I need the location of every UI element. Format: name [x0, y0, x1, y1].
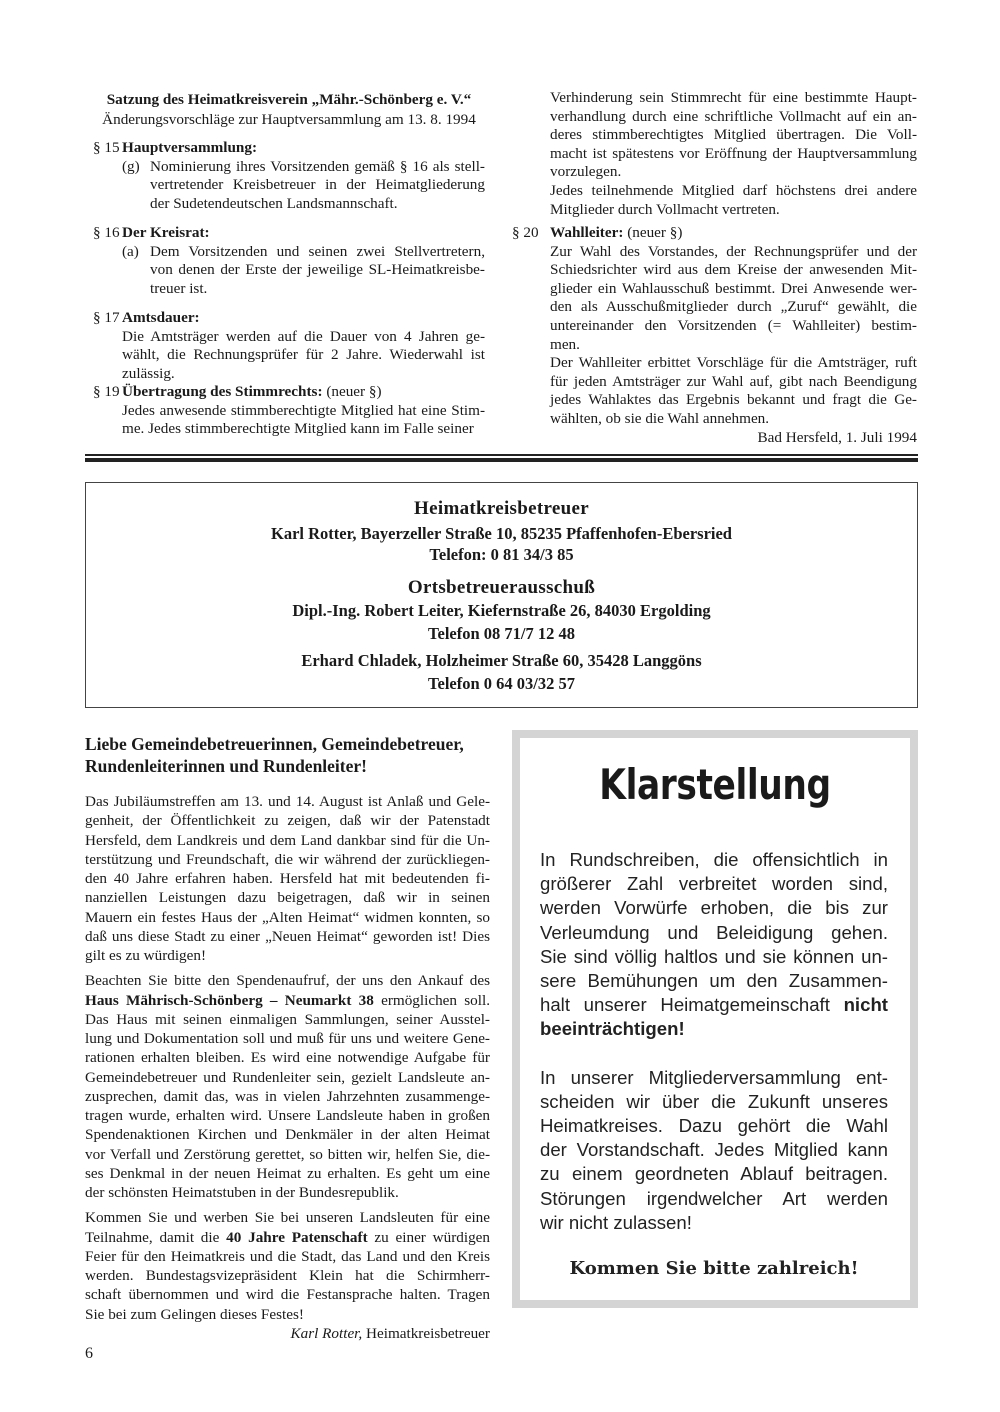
text-line: macht ist spätestens vor Eröffnung der Hauptversammlung	[550, 144, 917, 162]
text-line: Feier für den Heimatkreis und die Stadt, das Land und den Kreis	[85, 1247, 490, 1265]
section-note: (neuer §)	[623, 224, 683, 241]
contact-address: Erhard Chladek, Holzheimer Straße 60, 35428 Langgöns	[301, 651, 702, 670]
section-16	[93, 224, 485, 298]
letter-paragraph	[85, 792, 490, 965]
text-line: daß uns diese Stadt zu einer „Neuen Heimat“ geworden ist! Dies	[85, 927, 490, 945]
section-body	[122, 328, 485, 384]
text-line: werden. Bundestagsvizepräsident Klein hat die Schirmherr-	[85, 1267, 490, 1284]
text-line: lung und Dokumentation soll und muß für uns und weitere Gene-	[85, 1030, 490, 1047]
text-line: größerer Zahl verbreitet worden sind,	[540, 873, 888, 895]
satzung-title: Satzung des Heimatkreisverein „Mähr.-Schönberg e. V.“	[106, 91, 472, 108]
text-line: wählten, ob sie die Wahl annehmen.	[550, 409, 770, 427]
letter-signature	[85, 1324, 490, 1343]
text-line: Beachten Sie bitte den Spendenaufruf, der uns den Ankauf des	[85, 972, 490, 990]
klarstellung-paragraph	[540, 1066, 888, 1235]
sub-label: (a)	[122, 242, 139, 260]
contact-phone: Telefon 08 71/7 12 48	[428, 624, 575, 643]
text-line: scheiden wir über die Zukunft unseres	[540, 1090, 888, 1112]
text-line: Heimatkreises. Dazu gehört die Wahl	[540, 1115, 888, 1137]
section-number: § 17	[93, 309, 120, 326]
text-line: jedes Wahlaktes das Ergebnis bekannt und fragt die Ge-	[550, 391, 917, 409]
section-body	[150, 243, 485, 299]
text-line: zu einem geordneten Ablauf beitragen.	[540, 1163, 888, 1185]
text-line	[540, 993, 888, 1017]
bold-text: 40 Jahre Patenschaft	[226, 1228, 368, 1246]
text-line: tragen wurde, erhalten wird. Unsere Landsleute haben in großen	[85, 1107, 490, 1124]
text-line: deres stimmberechtigtes Mitglied übertragen. Die Voll-	[550, 126, 917, 144]
text-line: Verhinderung sein Stimmrecht für eine bestimmte Haupt-	[550, 89, 917, 106]
contact-phone: Telefon: 0 81 34/3 85	[429, 545, 574, 564]
section-heading: Der Kreisrat:	[122, 224, 210, 241]
text-line: für jeden Amtsträger zur Wahl auf, gibt nach Beendigung	[550, 372, 917, 390]
text-line	[540, 1017, 888, 1041]
section-number: § 16	[93, 224, 120, 241]
contact-phone: Telefon 0 64 03/32 57	[428, 674, 575, 693]
text-line: den 40 Jahre erfahren haben. Hersfeld hat mit bedeutenden fi-	[85, 870, 490, 887]
klarstellung-paragraph	[540, 848, 888, 1042]
text-line: verhandlung durch eine schriftliche Vollmacht auf ein an-	[550, 107, 917, 125]
letter-paragraph	[85, 971, 490, 1202]
section-15	[93, 139, 485, 213]
text-line: In Rundschreiben, die offensichtlich in	[540, 849, 888, 870]
text-line: Sie bei zum Gelingen dieses Festes!	[85, 1305, 304, 1323]
text-line: Zur Wahl des Vorstandes, der Rechnungsprüfer und der	[550, 242, 917, 260]
text-line: gilt es zu würdigen!	[85, 947, 207, 964]
section-heading: Wahlleiter:	[550, 224, 624, 241]
text-line: Nominierung ihres Vorsitzenden gemäß § 16 als stell-	[150, 157, 485, 175]
text-line: der schönsten Heimatstuben in der Bundesrepublik.	[85, 1184, 399, 1201]
text-line: glieder ein Wahlausschuß bestimmt. Drei Anwesende wer-	[550, 279, 917, 297]
section-body	[122, 402, 485, 439]
text-line: Das Jubiläumstreffen am 13. und 14. August ist Anlaß und Gele-	[85, 793, 490, 810]
text-line: Kommen Sie und werben Sie bei unseren Landsleuten für eine	[85, 1209, 490, 1227]
text-line: nanziellen Leistungen dazu beigetragen, daß wir in seinen	[85, 889, 490, 907]
text-line: vor Verfall und Zerstörung gerettet, so bitten wir, helfen Sie, die-	[85, 1145, 490, 1163]
text-line	[85, 991, 490, 1010]
text-line: der Sudetendeutschen Landsmannschaft.	[150, 194, 398, 212]
text-line: treuer ist.	[150, 279, 208, 297]
text-line: men.	[550, 335, 580, 353]
text-line: Dem Vorsitzenden und seinen zwei Stellvertretern,	[150, 242, 485, 260]
contact-address: Karl Rotter, Bayerzeller Straße 10, 85235 Pfaffenhofen-Ebersried	[271, 524, 732, 543]
text-line: Gemeindebetreuer und Rundenleiter sein, gezielt Landsleute an-	[85, 1068, 490, 1086]
place-date: Bad Hersfeld, 1. Juli 1994	[757, 428, 917, 446]
text-line: Mitglieder durch Vollmacht vertreten.	[550, 200, 780, 218]
section-heading: Amtsdauer:	[122, 309, 200, 326]
contact-heading-kreisbetreuer: Heimatkreisbetreuer	[414, 498, 589, 519]
text-segment: ermöglichen soll.	[373, 991, 490, 1009]
text-line: ses Denkmal in der neuen Heimat zu erhalten. Es geht um eine	[85, 1164, 490, 1182]
text-line: Das Haus mit seinen einmaligen Sammlungen, seiner Ausstel-	[85, 1010, 490, 1028]
letter-heading	[85, 733, 490, 777]
text-line: Der Wahlleiter erbittet Vorschläge für die Amtsträger, ruft	[550, 354, 917, 372]
klarstellung-panel	[512, 730, 918, 1308]
letter-body	[85, 792, 490, 1343]
text-line: sere Bemühungen um den Zusammen-	[540, 970, 888, 992]
page-number: 6	[85, 1345, 93, 1362]
text-line: Mauern ein festes Haus der „Alten Heimat“ widmen konnten, so	[85, 908, 490, 926]
text-line: vertretender Kreisbetreuer in der Heimatgliederung	[150, 176, 485, 194]
section-heading: Übertragung des Stimmrechts:	[122, 383, 323, 400]
bold-text: Haus Mährisch-Schönberg – Neumarkt 38	[85, 991, 374, 1009]
text-line: Verleumdung und Beleidigung gehen.	[540, 921, 888, 943]
text-line: der Vorstandschaft. Jedes Mitglied kann	[540, 1139, 888, 1161]
section-20	[512, 224, 917, 447]
signature-role: Heimatkreisbetreuer	[362, 1324, 490, 1342]
text-line: Die Amtsträger werden auf die Dauer von 4 Jahren ge-	[122, 327, 485, 345]
text-segment: zu einer würdigen	[367, 1228, 490, 1246]
text-line: zulässig.	[122, 364, 175, 382]
section-number: § 15	[93, 139, 120, 156]
text-line: Hersfeld, dem Landkreis und dem Land dankbar sind für die Un-	[85, 831, 490, 849]
sub-label: (g)	[122, 157, 140, 175]
double-rule-divider	[85, 454, 918, 462]
contact-heading-ortsbetreuer: Ortsbetreuerausschuß	[407, 577, 596, 598]
text-line: rationen erhalten bleiben. Es wird eine notwendige Aufgabe für	[85, 1049, 490, 1067]
text-line: Störungen irgendwelcher Art werden	[540, 1187, 888, 1209]
satzung-subtitle: Änderungsvorschläge zur Hauptversammlung am 13. 8. 1994	[102, 110, 476, 128]
section-19	[93, 383, 485, 439]
text-line: Schiedsrichter wird aus dem Kreise der anwesenden Mit-	[550, 261, 917, 279]
bold-text: nicht	[843, 994, 888, 1016]
section-body	[550, 243, 917, 429]
text-line: den als Ausschußmitglieder durch „Zuruf“ gewählt, die	[550, 298, 917, 316]
text-line: wählt, die Rechnungsprüfer für 2 Jahre. Wiederwahl ist	[122, 346, 485, 364]
klarstellung-closing: Kommen Sie bitte zahlreich!	[569, 1258, 859, 1280]
text-line: Liebe Gemeindebetreuerinnen, Gemeindebetreuer,	[85, 734, 464, 754]
text-line: genheit, der Öffentlichkeit zu zeigen, daß wir der Patenstadt	[85, 812, 490, 830]
text-line: schaft übernommen und wird die Festansprache halten. Tragen	[85, 1286, 490, 1304]
text-line: Jedes anwesende stimmberechtigte Mitglied hat eine Stim-	[122, 401, 485, 419]
text-segment: halt unserer Heimatgemeinschaft	[540, 994, 844, 1016]
text-line: me. Jedes stimmberechtigte Mitglied kann im Falle seiner	[122, 420, 474, 438]
contact-address: Dipl.-Ing. Robert Leiter, Kiefernstraße 26, 84030 Ergolding	[292, 601, 711, 620]
section-number: § 19	[93, 383, 120, 400]
text-line: In unserer Mitgliederversammlung ent-	[540, 1066, 888, 1088]
section-number: § 20	[512, 224, 539, 241]
text-line: Rundenleiterinnen und Rundenleiter!	[85, 756, 367, 776]
text-line: wir nicht zulassen!	[540, 1211, 692, 1233]
text-line: Sie sind völlig haltlos und sie können un-	[540, 945, 888, 967]
text-line: terstützung und Freundschaft, die wir während der zurückliegen-	[85, 850, 490, 868]
text-line	[85, 1228, 490, 1247]
section-19-continued	[550, 89, 917, 219]
section-17	[93, 309, 485, 383]
text-line: von denen der Erste der jeweilige SL-Heimatkreisbe-	[150, 261, 485, 279]
text-line: Spendenaktionen Kirchen und Denkmäler in der alten Heimat	[85, 1126, 490, 1144]
text-line: untereinander den Vorsitzenden (= Wahlleiter) bestim-	[550, 316, 917, 334]
text-segment: Teilnahme, damit die	[85, 1228, 227, 1246]
section-heading: Hauptversammlung:	[122, 139, 258, 156]
section-note: (neuer §)	[322, 383, 382, 400]
text-line: Jedes teilnehmende Mitglied darf höchstens drei andere	[550, 181, 917, 199]
letter-paragraph	[85, 1208, 490, 1324]
text-line: zusprechen, damit das, was in vielen Jahrzehnten zusammenge-	[85, 1087, 490, 1105]
klarstellung-title: Klarstellung	[599, 760, 831, 809]
signature-name: Karl Rotter,	[290, 1324, 363, 1342]
text-line: werden Vorwürfe erhoben, die bis zur	[540, 897, 888, 919]
text-line: vorzulegen.	[550, 163, 622, 181]
satzung-left-column	[93, 91, 485, 129]
bold-text: beeinträchtigen!	[540, 1018, 685, 1040]
section-body	[150, 158, 485, 214]
contacts-box	[85, 482, 918, 708]
